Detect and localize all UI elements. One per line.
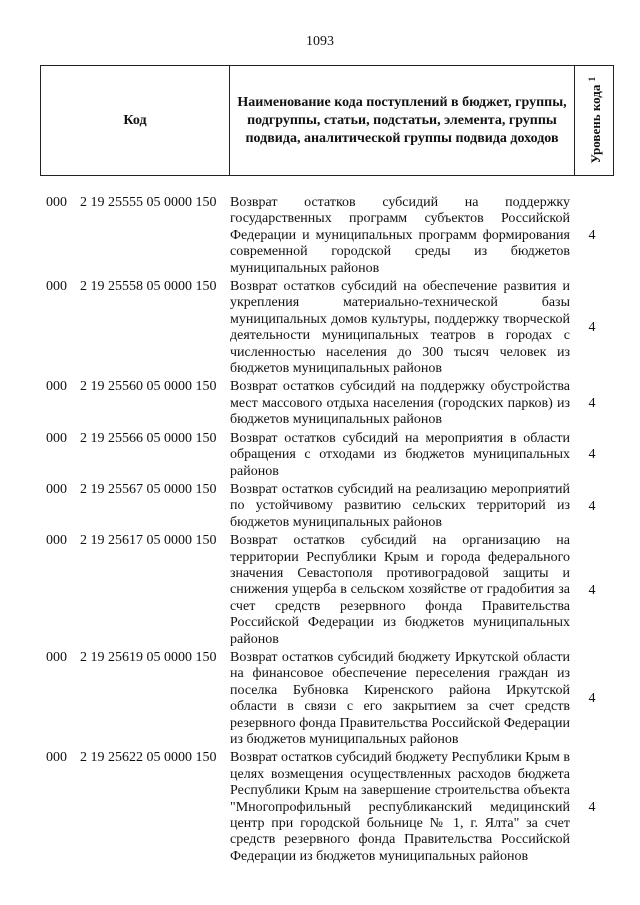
row-name: Возврат остатков субсидий на обеспечение развития и укрепления материально-технической базы муниципальных домов культуры, поддержку творческой деятельности муниципальных театров в городах с численностью населения до 300 тысяч человек из бюджетов муниципальных районов bbox=[230, 279, 570, 377]
header-level-footnote: 1 bbox=[586, 77, 597, 82]
table-row bbox=[40, 482, 614, 531]
row-code: 2 19 25558 05 0000 150 bbox=[80, 279, 217, 295]
row-prefix: 000 bbox=[46, 379, 67, 395]
row-level: 4 bbox=[588, 228, 596, 244]
row-level: 4 bbox=[588, 691, 596, 707]
row-name: Возврат остатков субсидий на поддержку государственных программ субъектов Российской Федерации и муниципальных программ формирования современной городской среды из бюджетов муниципальных районов bbox=[230, 195, 570, 276]
row-level: 4 bbox=[588, 582, 596, 598]
row-name: Возврат остатков субсидий на поддержку обустройства мест массового отдыха населения (городских парков) из бюджетов муниципальных районов bbox=[230, 379, 570, 428]
header-level-text: Уровень кода bbox=[588, 84, 604, 164]
row-code: 2 19 25619 05 0000 150 bbox=[80, 649, 217, 665]
header-level bbox=[575, 66, 613, 175]
table-row bbox=[40, 533, 614, 648]
row-name: Возврат остатков субсидий бюджету Иркутской области на финансовое обеспечение переселения граждан из поселка Бубновка Киренского района Иркутской области в связи с его закрытием за счет средств резервного фонда Правительства Российской Федерации из бюджетов муниципальных районов bbox=[230, 649, 570, 747]
table-header bbox=[40, 65, 614, 176]
table-row bbox=[40, 650, 614, 748]
row-prefix: 000 bbox=[46, 430, 67, 446]
row-prefix: 000 bbox=[46, 750, 67, 766]
row-prefix: 000 bbox=[46, 533, 67, 549]
page-number: 1093 bbox=[306, 34, 334, 49]
table-row bbox=[40, 379, 614, 428]
table-row bbox=[40, 279, 614, 377]
row-code: 2 19 25622 05 0000 150 bbox=[80, 750, 217, 766]
table-body bbox=[40, 195, 614, 867]
header-name: Наименование кода поступлений в бюджет, группы, подгруппы, статьи, подстатьи, элемента, группы подвида, аналитической группы подвида доходов bbox=[230, 66, 575, 175]
header-code: Код bbox=[41, 66, 230, 175]
row-level: 4 bbox=[588, 396, 596, 412]
row-name: Возврат остатков субсидий на мероприятия в области обращения с отходами из бюджетов муниципальных районов bbox=[230, 430, 570, 479]
row-name: Возврат остатков субсидий бюджету Республики Крым в целях возмещения осуществленных расходов бюджета Республики Крым на завершение строительства объекта "Многопрофильный республиканский медицинский центр при городской больнице № 1, г. Ялта" за счет средств резервного фонда Правительства Российской Федерации из бюджетов муниципальных районов bbox=[230, 750, 570, 864]
row-level: 4 bbox=[588, 799, 596, 815]
row-prefix: 000 bbox=[46, 481, 67, 497]
row-code: 2 19 25567 05 0000 150 bbox=[80, 481, 217, 497]
row-level: 4 bbox=[588, 447, 596, 463]
row-name: Возврат остатков субсидий на реализацию мероприятий по устойчивому развитию сельских территорий из бюджетов муниципальных районов bbox=[230, 481, 570, 530]
row-prefix: 000 bbox=[46, 649, 67, 665]
row-prefix: 000 bbox=[46, 279, 67, 295]
row-code: 2 19 25617 05 0000 150 bbox=[80, 533, 217, 549]
row-code: 2 19 25566 05 0000 150 bbox=[80, 430, 217, 446]
table-row bbox=[40, 750, 614, 865]
row-level: 4 bbox=[588, 320, 596, 336]
row-code: 2 19 25560 05 0000 150 bbox=[80, 379, 217, 395]
header-level-label bbox=[583, 77, 605, 164]
row-code: 2 19 25555 05 0000 150 bbox=[80, 195, 217, 210]
table-row bbox=[40, 431, 614, 480]
table-row bbox=[40, 195, 614, 277]
row-prefix: 000 bbox=[46, 195, 67, 210]
row-name: Возврат остатков субсидий на организацию на территории Республики Крым и города федерального значения Севастополя противоградовой защиты и снижения ущерба в сельском хозяйстве от градобития за счет средств резервного фонда Правительства Российской Федерации из бюджетов муниципальных районов bbox=[230, 533, 570, 647]
row-level: 4 bbox=[588, 498, 596, 514]
